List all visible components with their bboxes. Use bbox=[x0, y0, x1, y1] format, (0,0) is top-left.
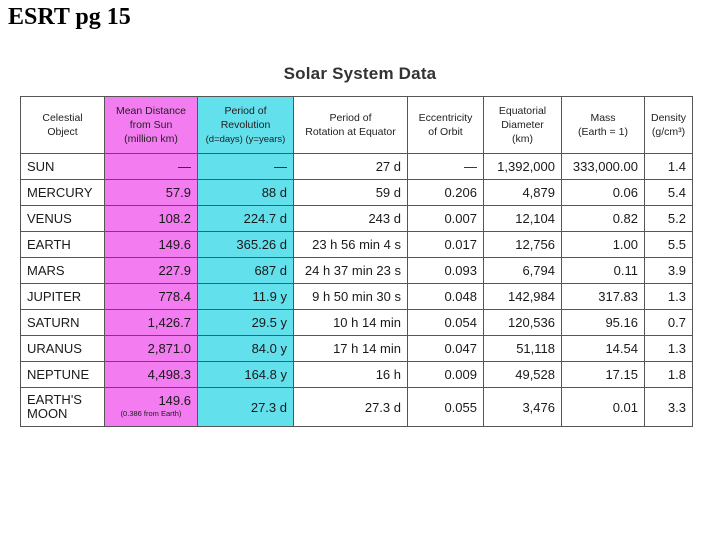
cell-rotation: 10 h 14 min bbox=[294, 310, 408, 336]
cell-revolution: 29.5 y bbox=[198, 310, 294, 336]
table-row-earths-moon bbox=[21, 388, 693, 427]
cell-diameter: 142,984 bbox=[484, 284, 562, 310]
cell-density: 5.4 bbox=[645, 180, 693, 206]
cell-revolution: 84.0 y bbox=[198, 336, 294, 362]
cell-revolution: 687 d bbox=[198, 258, 294, 284]
cell-distance: 778.4 bbox=[105, 284, 198, 310]
cell-diameter: 120,536 bbox=[484, 310, 562, 336]
cell-eccentricity: 0.047 bbox=[408, 336, 484, 362]
cell-distance: 1,426.7 bbox=[105, 310, 198, 336]
cell-rotation: 27 d bbox=[294, 154, 408, 180]
cell-distance: 57.9 bbox=[105, 180, 198, 206]
cell-object: EARTH bbox=[21, 232, 105, 258]
cell-density: 1.3 bbox=[645, 336, 693, 362]
cell-object: MARS bbox=[21, 258, 105, 284]
cell-diameter: 12,104 bbox=[484, 206, 562, 232]
cell-diameter: 49,528 bbox=[484, 362, 562, 388]
cell-eccentricity: 0.009 bbox=[408, 362, 484, 388]
cell-density: 1.3 bbox=[645, 284, 693, 310]
cell-eccentricity: 0.007 bbox=[408, 206, 484, 232]
cell-diameter: 4,879 bbox=[484, 180, 562, 206]
cell-object: URANUS bbox=[21, 336, 105, 362]
cell-eccentricity: 0.206 bbox=[408, 180, 484, 206]
header-density: Density (g/cm³) bbox=[645, 97, 693, 154]
cell-density: 1.4 bbox=[645, 154, 693, 180]
header-mean-distance: Mean Distance from Sun (million km) bbox=[105, 97, 198, 154]
cell-object: JUPITER bbox=[21, 284, 105, 310]
cell-rotation: 17 h 14 min bbox=[294, 336, 408, 362]
cell-diameter: 3,476 bbox=[484, 388, 562, 427]
cell-mass: 17.15 bbox=[562, 362, 645, 388]
distance-note: (0.386 from Earth) bbox=[120, 409, 182, 418]
cell-distance: 4,498.3 bbox=[105, 362, 198, 388]
cell-mass: 0.11 bbox=[562, 258, 645, 284]
cell-eccentricity: 0.054 bbox=[408, 310, 484, 336]
cell-rotation: 24 h 37 min 23 s bbox=[294, 258, 408, 284]
cell-eccentricity: 0.055 bbox=[408, 388, 484, 427]
cell-mass: 317.83 bbox=[562, 284, 645, 310]
table-row-sun bbox=[21, 154, 693, 180]
cell-revolution: 365.26 d bbox=[198, 232, 294, 258]
table-row-neptune bbox=[21, 362, 693, 388]
cell-revolution: 11.9 y bbox=[198, 284, 294, 310]
cell-rotation: 23 h 56 min 4 s bbox=[294, 232, 408, 258]
header-period-of-rotation: Period of Rotation at Equator bbox=[294, 97, 408, 154]
cell-density: 1.8 bbox=[645, 362, 693, 388]
cell-object: NEPTUNE bbox=[21, 362, 105, 388]
cell-density: 5.5 bbox=[645, 232, 693, 258]
cell-diameter: 51,118 bbox=[484, 336, 562, 362]
table-row-venus bbox=[21, 206, 693, 232]
header-row bbox=[21, 97, 693, 154]
cell-rotation: 243 d bbox=[294, 206, 408, 232]
cell-revolution: 27.3 d bbox=[198, 388, 294, 427]
cell-distance: 227.9 bbox=[105, 258, 198, 284]
cell-mass: 0.82 bbox=[562, 206, 645, 232]
cell-object: MERCURY bbox=[21, 180, 105, 206]
cell-distance: 2,871.0 bbox=[105, 336, 198, 362]
table-title: Solar System Data bbox=[283, 64, 437, 83]
cell-revolution: 88 d bbox=[198, 180, 294, 206]
cell-density: 0.7 bbox=[645, 310, 693, 336]
cell-object: EARTH'S MOON bbox=[21, 388, 105, 427]
table-row-earth bbox=[21, 232, 693, 258]
cell-object: SUN bbox=[21, 154, 105, 180]
header-eccentricity: Eccentricity of Orbit bbox=[408, 97, 484, 154]
cell-revolution: 164.8 y bbox=[198, 362, 294, 388]
cell-diameter: 6,794 bbox=[484, 258, 562, 284]
cell-eccentricity: — bbox=[408, 154, 484, 180]
solar-system-data-table bbox=[20, 96, 693, 427]
cell-mass: 0.01 bbox=[562, 388, 645, 427]
cell-density: 5.2 bbox=[645, 206, 693, 232]
cell-revolution: 224.7 d bbox=[198, 206, 294, 232]
cell-diameter: 1,392,000 bbox=[484, 154, 562, 180]
slide-title: ESRT pg 15 bbox=[8, 4, 131, 30]
cell-mass: 0.06 bbox=[562, 180, 645, 206]
header-mass: Mass (Earth = 1) bbox=[562, 97, 645, 154]
table-row-uranus bbox=[21, 336, 693, 362]
table-row-jupiter bbox=[21, 284, 693, 310]
cell-eccentricity: 0.017 bbox=[408, 232, 484, 258]
header-equatorial-diameter: Equatorial Diameter (km) bbox=[484, 97, 562, 154]
cell-mass: 1.00 bbox=[562, 232, 645, 258]
cell-rotation: 9 h 50 min 30 s bbox=[294, 284, 408, 310]
cell-mass: 95.16 bbox=[562, 310, 645, 336]
cell-revolution: — bbox=[198, 154, 294, 180]
cell-rotation: 27.3 d bbox=[294, 388, 408, 427]
cell-object: VENUS bbox=[21, 206, 105, 232]
table-row-mercury bbox=[21, 180, 693, 206]
cell-distance: 149.6 (0.386 from Earth) bbox=[105, 388, 198, 427]
cell-distance: 149.6 bbox=[105, 232, 198, 258]
cell-rotation: 16 h bbox=[294, 362, 408, 388]
cell-eccentricity: 0.048 bbox=[408, 284, 484, 310]
cell-rotation: 59 d bbox=[294, 180, 408, 206]
cell-diameter: 12,756 bbox=[484, 232, 562, 258]
cell-eccentricity: 0.093 bbox=[408, 258, 484, 284]
cell-mass: 333,000.00 bbox=[562, 154, 645, 180]
cell-density: 3.3 bbox=[645, 388, 693, 427]
table-row-saturn bbox=[21, 310, 693, 336]
cell-mass: 14.54 bbox=[562, 336, 645, 362]
cell-density: 3.9 bbox=[645, 258, 693, 284]
table-row-mars bbox=[21, 258, 693, 284]
cell-object: SATURN bbox=[21, 310, 105, 336]
header-celestial-object: Celestial Object bbox=[21, 97, 105, 154]
cell-distance: 108.2 bbox=[105, 206, 198, 232]
cell-distance: — bbox=[105, 154, 198, 180]
header-period-of-revolution: Period of Revolution (d=days) (y=years) bbox=[198, 97, 294, 154]
